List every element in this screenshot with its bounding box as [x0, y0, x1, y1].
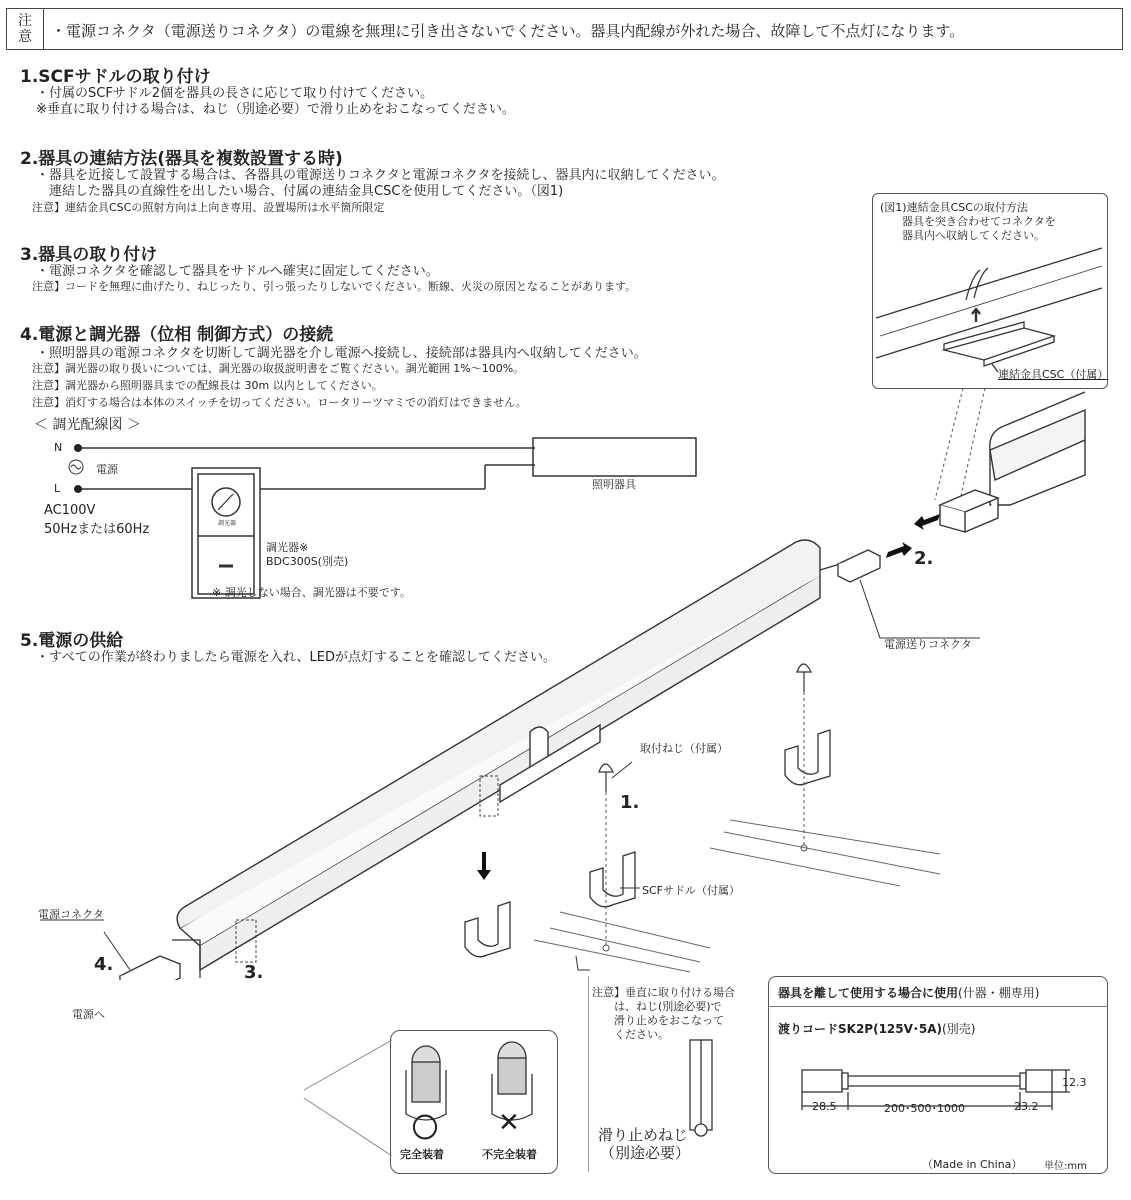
- fixture-label: 照明器具: [592, 478, 636, 491]
- dimmer-model: BDC300S(別売): [266, 555, 349, 568]
- hz-label: 50Hzまたは60Hz: [44, 522, 150, 537]
- step-4-label: 4.: [94, 954, 114, 975]
- cord-unit: 単位:mm: [1044, 1161, 1087, 1172]
- ok-text: 完全装着: [400, 1148, 444, 1161]
- ng-mark: ✕: [498, 1108, 520, 1138]
- cord-product-name: 渡りコードSK2P(125V･5A): [778, 1022, 943, 1036]
- section-1-title: 1.SCFサドルの取り付け: [20, 67, 211, 87]
- section-2-note: 注意】連結金具CSCの照射方向は上向き専用、設置場所は水平箇所限定: [32, 201, 385, 214]
- cord-product-sub: (別売): [942, 1022, 976, 1036]
- power-connector-label: 電源コネクタ: [38, 908, 104, 921]
- dimmer-footnote: ※ 調光しない場合、調光器は不要です。: [212, 586, 411, 599]
- cord-dim-right: 23.2: [1014, 1100, 1039, 1113]
- cord-footer: （Made in China）: [922, 1158, 1023, 1171]
- cord-box-divider: [768, 1006, 1108, 1007]
- section-4-note: 注意】調光器の取り扱いについては、調光器の取扱説明書をご覧ください。調光範囲 1%～100%。: [32, 362, 525, 375]
- section-1-line: ・付属のSCFサドル2個を器具の長さに応じて取り付けてください。: [36, 86, 434, 101]
- section-1-line: ※垂直に取り付ける場合は、ねじ（別途必要）で滑り止めをおこなってください。: [36, 102, 515, 117]
- vertical-note-line: は、ねじ(別途必要)で: [592, 1000, 722, 1013]
- dimmer-small-label: 調光器: [218, 520, 237, 527]
- vertical-screw-illustration: [684, 1038, 724, 1138]
- section-4-note: 注意】調光器から照明器具までの配線長は 30m 以内としてください。: [32, 379, 383, 392]
- notice-tag: 注意: [7, 9, 44, 49]
- cord-dim-left: 28.5: [812, 1100, 837, 1113]
- connect-arrow-left: [914, 514, 940, 530]
- l-label: L: [54, 482, 61, 495]
- cord-box-header: [778, 984, 1039, 1001]
- slip-screw-sub: （別途必要）: [600, 1144, 691, 1162]
- n-label: N: [54, 441, 63, 454]
- section-2-line: ・器具を近接して設置する場合は、各器具の電源送りコネクタと電源コネクタを接続し、器具内に収納してください。: [36, 168, 725, 183]
- fig1-line: (図1)連結金具CSCの取付方法: [880, 201, 1028, 214]
- vertical-note-line: 注意】垂直に取り付ける場合: [592, 986, 735, 999]
- section-4-line: ・照明器具の電源コネクタを切断して調光器を介し電源へ接続し、接続部は器具内へ収納してください。: [36, 346, 647, 361]
- slip-screw-label: 滑り止めねじ: [598, 1126, 689, 1144]
- ac-label: AC100V: [44, 503, 96, 518]
- vertical-note-line: ください。: [592, 1028, 669, 1041]
- mount-screw-label: 取付ねじ（付属）: [640, 742, 728, 755]
- section-4-note: 注意】消灯する場合は本体のスイッチを切ってください。ロータリーツマミでの消灯はできません。: [32, 396, 527, 409]
- section-3-line: ・電源コネクタを確認して器具をサドルへ確実に固定してください。: [36, 264, 439, 279]
- section-3-title: 3.器具の取り付け: [20, 245, 158, 265]
- ok-mark: 〇: [412, 1114, 439, 1144]
- cord-box-header-sub: (什器・棚専用): [958, 986, 1040, 1000]
- saddle-label: SCFサドル（付属）: [642, 884, 740, 897]
- section-4-title: 4.電源と調光器（位相 制御方式）の接続: [20, 325, 334, 345]
- notice-text: ・電源コネクタ（電源送りコネクタ）の電線を無理に引き出さないでください。器具内配線が外れた場合、故障して不点灯になります。: [51, 22, 965, 40]
- section-2-title: 2.器具の連結方法(器具を複数設置する時): [20, 149, 343, 169]
- cord-dim-height: 12.3: [1062, 1076, 1087, 1089]
- fig1-illustration: [874, 240, 1109, 386]
- fig1-line: 器具を突き合わせてコネクタを: [880, 215, 1056, 228]
- section-3-note: 注意】コードを無理に曲げたり、ねじったり、引っ張ったりしないでください。断線、火災の原因となることがあります。: [32, 280, 637, 293]
- cord-product: [778, 1020, 975, 1037]
- notice-box: [6, 8, 1123, 50]
- step-2-label: 2.: [914, 548, 934, 569]
- section-5-title: 5.電源の供給: [20, 631, 124, 651]
- connect-arrow-right: [886, 542, 912, 558]
- cord-dim-mid: 200･500･1000: [884, 1102, 965, 1115]
- csc-label: 連結金具CSC（付属）: [998, 368, 1109, 381]
- power-label: 電源: [96, 463, 118, 476]
- vertical-note-line: 滑り止めをおこなって: [592, 1014, 724, 1027]
- power-feed-connector-label: 電源送りコネクタ: [884, 638, 972, 651]
- step-3-label: 3.: [244, 962, 264, 983]
- section-2-line: 連結した器具の直線性を出したい場合、付属の連結金具CSCを使用してください。（図1): [36, 184, 564, 199]
- down-arrow: [477, 852, 491, 880]
- product-drawing: [0, 380, 1131, 980]
- ng-text: 不完全装着: [482, 1148, 537, 1161]
- to-power-label: 電源へ: [72, 1008, 105, 1021]
- wiring-title: ＜ 調光配線図 ＞: [34, 417, 141, 433]
- section-5-line: ・すべての作業が終わりましたら電源を入れ、LEDが点灯することを確認してください。: [36, 650, 556, 665]
- cord-box-header-main: 器具を離して使用する場合に使用: [778, 986, 959, 1000]
- dimmer-label: 調光器※: [266, 541, 309, 554]
- fig1-line: 器具内へ収納してください。: [880, 229, 1045, 242]
- step-1-label: 1.: [620, 792, 640, 813]
